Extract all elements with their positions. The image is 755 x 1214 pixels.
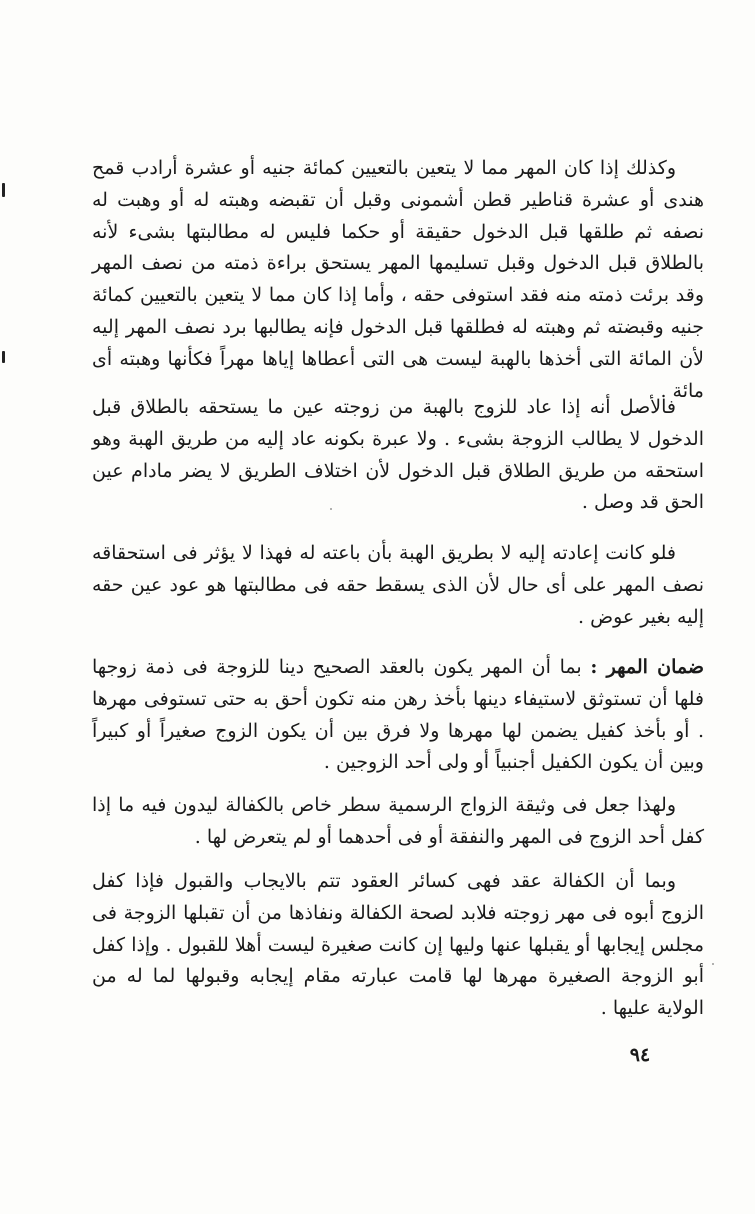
paragraph-3-text: فلو كانت إعادته إليه لا بطريق الهبة بأن باعته له فهذا لا يؤثر فى استحقاقه نصف المهر على أى حال لأن الذى يسقط حقه فى مطالبتها هو عود عين حقه إليه بغير عوض .: [92, 542, 704, 628]
paragraph-5-text: ولهذا جعل فى وثيقة الزواج الرسمية سطر خاص بالكفالة ليدون فيه ما إذا كفل أحد الزوج فى المهر والنفقة أو فى أحدهما أو لم يتعرض لها .: [92, 794, 704, 848]
scan-speck: [712, 963, 714, 965]
paragraph-5: [92, 790, 704, 854]
section-heading: ضمان المهر :: [590, 656, 704, 678]
paragraph-3: [92, 538, 704, 633]
paragraph-4-text: بما أن المهر يكون بالعقد الصحيح دينا للزوجة فى ذمة زوجها فلها أن تستوثق لاستيفاء دينها بأخذ رهن منه تكون أحق به حتى تستوفى مهرها . أو بأخذ كفيل يضمن لها مهرها ولا فرق بين أن يكون الزوج صغيراً أو كبيراً وبين أن يكون الكفيل أجنبياً أو ولى أحد الزوجين .: [92, 656, 704, 774]
paragraph-1: [92, 153, 704, 407]
paragraph-1-text: وكذلك إذا كان المهر مما لا يتعين بالتعيين كمائة جنيه أو عشرة أرادب قمح هندى أو عشرة قناطير قطن أشمونى وقبل أن تقبضه وهبته له أو وهبت له نصفه ثم طلقها قبل الدخول حقيقة أو حكما فليس له مطالبتها بشىء لأنه بالطلاق قبل الدخول وقبل تسليمها المهر يستحق براءة ذمته من نصف المهر وقد برئت ذمته منه فقد استوفى حقه ، وأما إذا كان مما لا يتعين بالتعيين كمائة جنيه وقبضته ثم وهبته له فطلقها قبل الدخول فإنه يطالبها برد نصف المهر إليه لأن المائة التى أخذها بالهبة ليست هى التى أعطاها إياها مهراً فكأنها وهبته أى مائة .: [92, 157, 704, 402]
margin-mark: [2, 183, 5, 197]
paragraph-6-text: وبما أن الكفالة عقد فهى كسائر العقود تتم بالايجاب والقبول فإذا كفل الزوج أبوه فى مهر زوجته فلابد لصحة الكفالة ونفاذها من أن تقبلها الزوجة فى مجلس إيجابها أو يقبلها عنها وليها إن كانت صغيرة ليست أهلا للقبول . وإذا كفل أبو الزوجة الصغيرة مهرها لها قامت عبارته مقام إيجابه وقبولها لما له من الولاية عليها .: [92, 870, 704, 1020]
paragraph-2: [92, 392, 704, 519]
paragraph-6: [92, 866, 704, 1025]
margin-mark: [2, 351, 5, 363]
page-number: ٩٤: [629, 1044, 651, 1066]
paragraph-4: [92, 652, 704, 779]
paragraph-2-text: فالأصل أنه إذا عاد للزوج بالهبة من زوجته عين ما يستحقه بالطلاق قبل الدخول لا يطالب الزوجة بشىء . ولا عبرة بكونه عاد إليه من طريق الهبة وهو استحقه من طريق الطلاق قبل الدخول لأن اختلاف الطريق لا يضر مادام عين الحق قد وصل .: [92, 396, 704, 514]
